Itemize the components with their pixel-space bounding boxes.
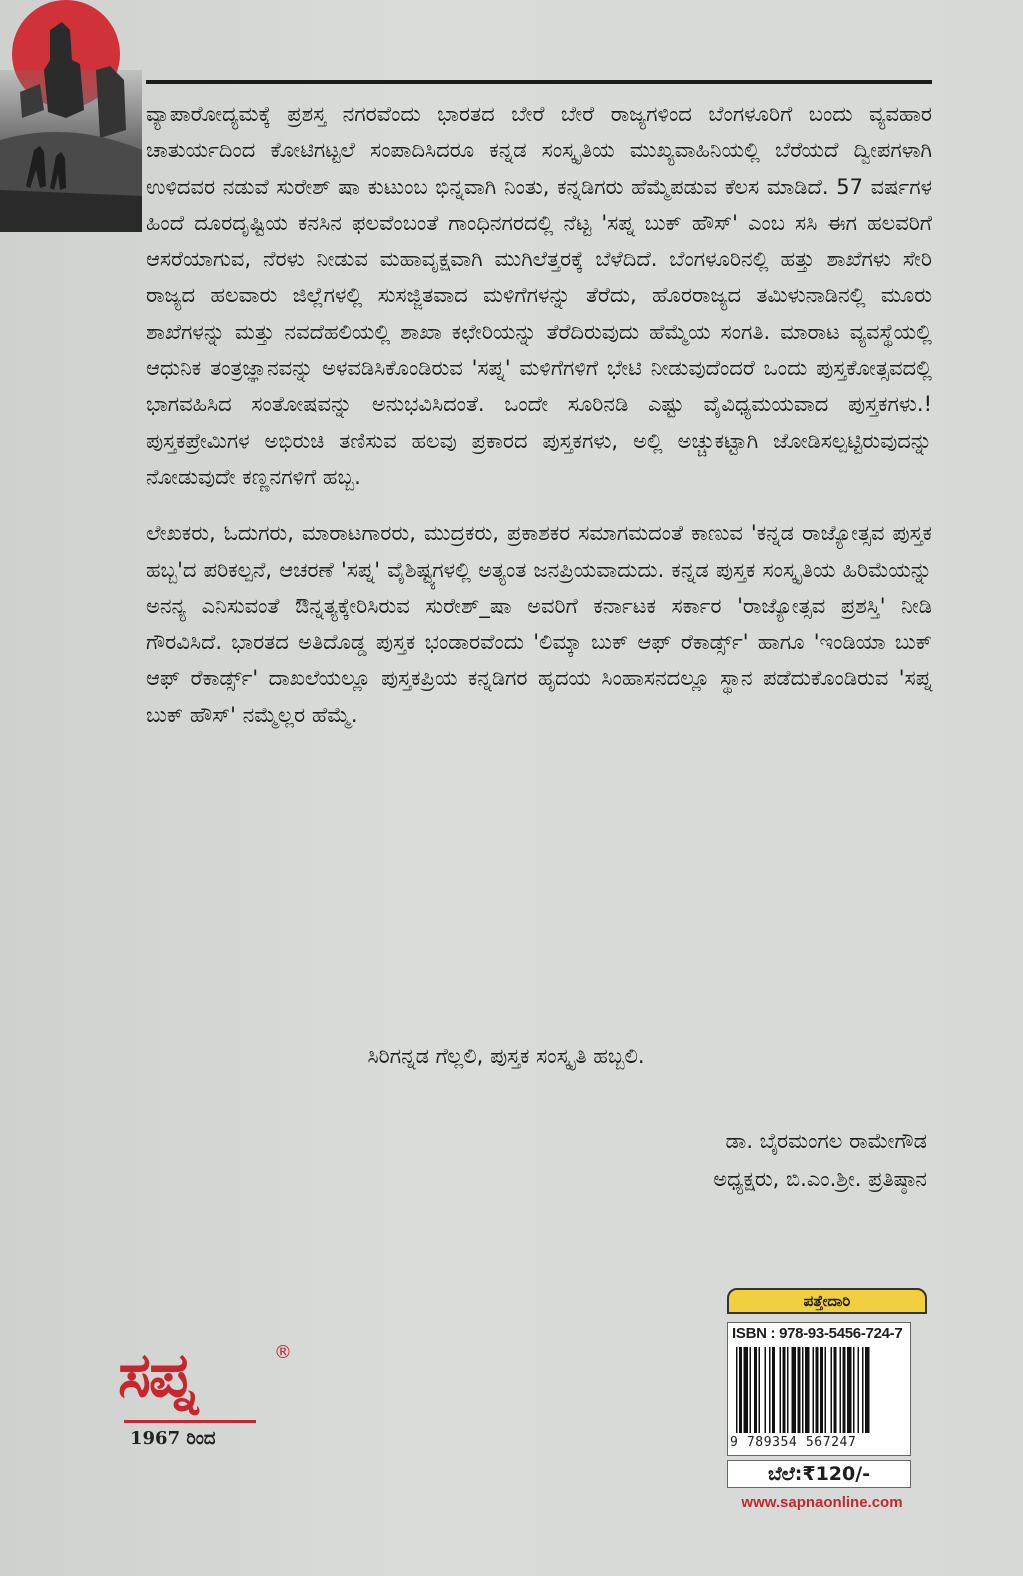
barcode-digits: 9 789354 567247 <box>730 1435 857 1450</box>
tagline: ಸಿರಿಗನ್ನಡ ಗೆಲ್ಲಲಿ, ಪುಸ್ತಕ ಸಂಸ್ಕೃತಿ ಹಬ್ಬಲಿ. <box>367 1044 645 1068</box>
website-link[interactable]: www.sapnaonline.com <box>741 1494 903 1511</box>
blurb-text <box>146 96 932 753</box>
price-label: ಬೆಲೆ:₹120/- <box>727 1460 911 1488</box>
publisher-logo <box>118 1340 298 1460</box>
silhouette-figures-icon <box>0 0 142 232</box>
logo-underline <box>124 1420 256 1423</box>
genre-tag: ಪತ್ತೇದಾರಿ <box>727 1288 927 1314</box>
blurb-paragraph-1: ವ್ಯಾಪಾರೋದ್ಯಮಕ್ಕೆ ಪ್ರಶಸ್ತ ನಗರವೆಂದು ಭಾರತದ ಬೇರೆ ಬೇರೆ ರಾಜ್ಯಗಳಿಂದ ಬೆಂಗಳೂರಿಗೆ ಬಂದು ವ್ಯವಹಾರ ಚಾತುರ್ಯದಿಂದ ಕೋಟಿಗಟ್ಟಲೆ ಸಂಪಾದಿಸಿದರೂ ಕನ್ನಡ ಸಂಸ್ಕೃತಿಯ ಮುಖ್ಯವಾಹಿನಿಯಲ್ಲಿ ಬೆರೆಯದೆ ದ್ವೀಪಗಳಾಗಿ ಉಳಿದವರ ನಡುವೆ ಸುರೇಶ್ ಷಾ ಕುಟುಂಬ ಭಿನ್ನವಾಗಿ ನಿಂತು, ಕನ್ನಡಿಗರು ಹೆಮ್ಮೆಪಡುವ ಕೆಲಸ ಮಾಡಿದೆ. 57 ವರ್ಷಗಳ ಹಿಂದೆ ದೂರದೃಷ್ಟಿಯ ಕನಸಿನ ಫಲವೆಂಬಂತೆ ಗಾಂಧಿನಗರದಲ್ಲಿ ನೆಟ್ಟ 'ಸಪ್ನ ಬುಕ್ ಹೌಸ್' ಎಂಬ ಸಸಿ ಈಗ ಹಲವರಿಗೆ ಆಸರೆಯಾಗುವ, ನೆರಳು ನೀಡುವ ಮಹಾವೃಕ್ಷವಾಗಿ ಮುಗಿಲೆತ್ತರಕ್ಕೆ ಬೆಳೆದಿದೆ. ಬೆಂಗಳೂರಿನಲ್ಲಿ ಹತ್ತು ಶಾಖೆಗಳು ಸೇರಿ ರಾಜ್ಯದ ಹಲವಾರು ಜಿಲ್ಲೆಗಳಲ್ಲಿ ಸುಸಜ್ಜಿತವಾದ ಮಳಿಗೆಗಳನ್ನು ತೆರೆದು, ಹೊರರಾಜ್ಯದ ತಮಿಳುನಾಡಿನಲ್ಲಿ ಮೂರು ಶಾಖೆಗಳನ್ನು ಮತ್ತು ನವದೆಹಲಿಯಲ್ಲಿ ಶಾಖಾ ಕಛೇರಿಯನ್ನು ತೆರೆದಿರುವುದು ಹೆಮ್ಮೆಯ ಸಂಗತಿ. ಮಾರಾಟ ವ್ಯವಸ್ಥೆಯಲ್ಲಿ ಆಧುನಿಕ ತಂತ್ರಜ್ಞಾನವನ್ನು ಅಳವಡಿಸಿಕೊಂಡಿರುವ 'ಸಪ್ನ' ಮಳಿಗೆಗಳಿಗೆ ಭೇಟಿ ನೀಡುವುದೆಂದರೆ ಒಂದು ಪುಸ್ತಕೋತ್ಸವದಲ್ಲಿ ಭಾಗವಹಿಸಿದ ಸಂತೋಷವನ್ನು ಅನುಭವಿಸಿದಂತೆ. ಒಂದೇ ಸೂರಿನಡಿ ಎಷ್ಟು ವೈವಿಧ್ಯಮಯವಾದ ಪುಸ್ತಕಗಳು.! ಪುಸ್ತಕಪ್ರೇಮಿಗಳ ಅಭಿರುಚಿ ತಣಿಸುವ ಹಲವು ಪ್ರಕಾರದ ಪುಸ್ತಕಗಳು, ಅಲ್ಲಿ ಅಚ್ಚುಕಟ್ಟಾಗಿ ಜೋಡಿಸಲ್ಪಟ್ಟಿರುವುದನ್ನು ನೋಡುವುದೇ ಕಣ್ಣನಗಳಿಗೆ ಹಬ್ಬ. <box>146 102 932 489</box>
isbn-barcode-box <box>727 1322 911 1456</box>
barcode-icon <box>736 1347 904 1433</box>
cover-artwork <box>0 0 142 232</box>
signature-block <box>713 1122 927 1198</box>
top-rule <box>146 80 932 84</box>
logo-wordmark: ಸಪ್ನ <box>118 1338 196 1411</box>
logo-since: 1967 ರಿಂದ <box>130 1428 216 1449</box>
blurb-paragraph-2: ಲೇಖಕರು, ಓದುಗರು, ಮಾರಾಟಗಾರರು, ಮುದ್ರಕರು, ಪ್ರಕಾಶಕರ ಸಮಾಗಮದಂತೆ ಕಾಣುವ 'ಕನ್ನಡ ರಾಜ್ಯೋತ್ಸವ ಪುಸ್ತಕ ಹಬ್ಬ'ದ ಪರಿಕಲ್ಪನೆ, ಆಚರಣೆ 'ಸಪ್ನ' ವೈಶಿಷ್ಟ್ಯಗಳಲ್ಲಿ ಅತ್ಯಂತ ಜನಪ್ರಿಯವಾದುದು. ಕನ್ನಡ ಪುಸ್ತಕ ಸಂಸ್ಕೃತಿಯ ಹಿರಿಮೆಯನ್ನು ಅನನ್ಯ ಎನಿಸುವಂತೆ ಔನ್ನತ್ಯಕ್ಕೇರಿಸಿರುವ ಸುರೇಶ್_ಷಾ ಅವರಿಗೆ ಕರ್ನಾಟಕ ಸರ್ಕಾರ 'ರಾಜ್ಯೋತ್ಸವ ಪ್ರಶಸ್ತಿ' ನೀಡಿ ಗೌರವಿಸಿದೆ. ಭಾರತದ ಅತಿದೊಡ್ಡ ಪುಸ್ತಕ ಭಂಡಾರವೆಂದು 'ಲಿಮ್ಕಾ ಬುಕ್ ಆಫ್ ರೆಕಾರ್ಡ್ಸ್' ಹಾಗೂ 'ಇಂಡಿಯಾ ಬುಕ್ ಆಫ್ ರೆಕಾರ್ಡ್ಸ್' ದಾಖಲೆಯಲ್ಲೂ ಪುಸ್ತಕಪ್ರಿಯ ಕನ್ನಡಿಗರ ಹೃದಯ ಸಿಂಹಾಸನದಲ್ಲೂ ಸ್ಥಾನ ಪಡೆದುಕೊಂಡಿರುವ 'ಸಪ್ನ ಬುಕ್ ಹೌಸ್' ನಮ್ಮೆಲ್ಲರ ಹೆಮ್ಮೆ. <box>146 521 932 727</box>
registered-mark: ® <box>274 1342 292 1363</box>
signature-name: ಡಾ. ಬೈರಮಂಗಲ ರಾಮೇಗೌಡ <box>725 1129 927 1153</box>
isbn-text: ISBN : 978-93-5456-724-7 <box>732 1325 903 1342</box>
signature-title: ಅಧ್ಯಕ್ಷರು, ಬಿ.ಎಂ.ಶ್ರೀ. ಪ್ರತಿಷ್ಠಾನ <box>713 1167 927 1191</box>
